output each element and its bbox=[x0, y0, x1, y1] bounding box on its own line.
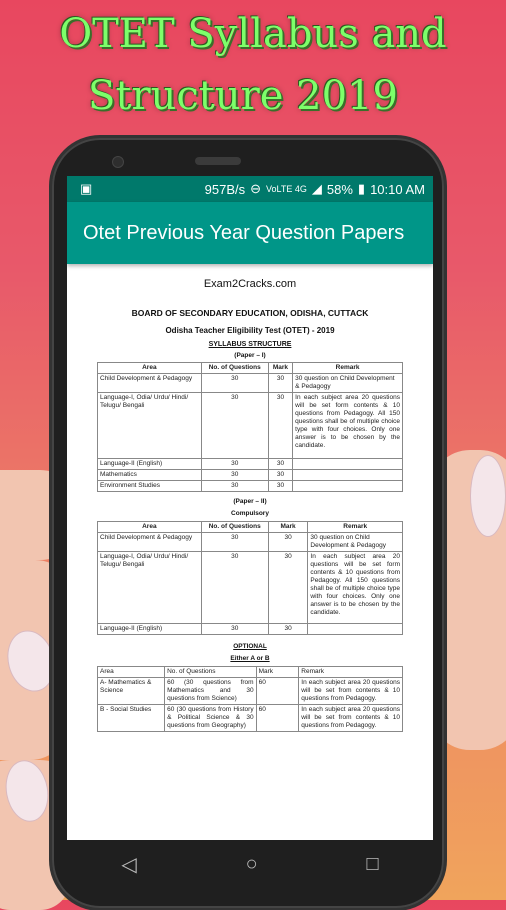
cell: Language-I, Odia/ Urdu/ Hindi/ Telugu/ Bengali bbox=[98, 552, 202, 624]
cell: Language-II (English) bbox=[98, 459, 202, 470]
col-mark: Mark bbox=[268, 363, 292, 374]
cell: 30 bbox=[268, 470, 292, 481]
image-notification-icon: ▣ bbox=[80, 181, 93, 196]
cell: 30 bbox=[268, 552, 308, 624]
front-camera bbox=[112, 156, 124, 168]
table-row bbox=[98, 624, 403, 635]
back-button[interactable]: ◁ bbox=[121, 853, 137, 876]
cell: In each subject area 20 questions will be set form contents & 10 questions from Pedagogy. All 150 questions shall be of multiple choice type with four choices. Only one answer is to be chosen by the candidate. bbox=[293, 393, 403, 459]
table-row bbox=[98, 481, 403, 492]
network-speed: 957B/s bbox=[204, 181, 246, 197]
col-questions: No. of Questions bbox=[201, 522, 268, 533]
cell: 30 bbox=[201, 393, 268, 459]
paper2-table bbox=[97, 521, 403, 635]
table-row bbox=[98, 678, 403, 705]
signal-icon: ◢ bbox=[311, 181, 322, 196]
optional-table bbox=[97, 666, 403, 732]
table-row bbox=[98, 459, 403, 470]
structure-heading: SYLLABUS STRUCTURE bbox=[208, 341, 292, 348]
site-name: Exam2Cracks.com bbox=[203, 278, 297, 290]
cell: B - Social Studies bbox=[98, 705, 165, 732]
col-area: Area bbox=[98, 363, 202, 374]
optional-label: OPTIONAL bbox=[233, 643, 267, 650]
cell: In each subject area 20 questions will be set from contents & 10 questions from Pedagogy. bbox=[299, 678, 403, 705]
cell: 30 bbox=[201, 459, 268, 470]
app-bar bbox=[67, 202, 433, 264]
table-row bbox=[98, 552, 403, 624]
document-view[interactable] bbox=[67, 278, 433, 732]
table-row bbox=[98, 705, 403, 732]
table-row bbox=[98, 470, 403, 481]
cell bbox=[293, 470, 403, 481]
cell: 30 bbox=[201, 481, 268, 492]
battery-icon: ▮ bbox=[357, 181, 366, 196]
cell: In each subject area 20 questions will be set form contents & 10 questions from Pedagogy. All 150 questions shall be of multiple choice type with four choices. Only one answer is to be chosen by the candidate. bbox=[308, 552, 403, 624]
cell: 30 bbox=[201, 552, 268, 624]
paper2-label: (Paper – II) bbox=[233, 498, 267, 505]
dnd-icon: ⊖ bbox=[250, 181, 262, 196]
paper1-label: (Paper – I) bbox=[234, 352, 266, 359]
table-row bbox=[98, 393, 403, 459]
col-mark: Mark bbox=[268, 522, 308, 533]
cell: 30 bbox=[201, 624, 268, 635]
col-remark: Remark bbox=[308, 522, 403, 533]
cell: Language-II (English) bbox=[98, 624, 202, 635]
cell: 30 bbox=[268, 533, 308, 552]
cell: In each subject area 20 questions will be set from contents & 10 questions from Pedagogy. bbox=[299, 705, 403, 732]
paper1-table bbox=[97, 362, 403, 492]
cell bbox=[293, 481, 403, 492]
table-row bbox=[98, 533, 403, 552]
cell: 60 bbox=[256, 678, 299, 705]
app-title: Otet Previous Year Question Papers bbox=[83, 221, 405, 244]
board-name: BOARD OF SECONDARY EDUCATION, ODISHA, CUTTACK bbox=[131, 308, 369, 318]
cell: 30 bbox=[268, 459, 292, 470]
col-mark: Mark bbox=[256, 667, 299, 678]
recents-button[interactable]: □ bbox=[366, 852, 379, 875]
headline-line-2: Structure 2019 bbox=[88, 73, 398, 119]
cell: 30 question on Child Development & Pedagogy bbox=[293, 374, 403, 393]
headline-line-1: OTET Syllabus and bbox=[59, 11, 447, 57]
cell: A- Mathematics & Science bbox=[98, 678, 165, 705]
clock: 10:10 AM bbox=[370, 181, 425, 197]
paper2-sub: Compulsory bbox=[231, 510, 269, 517]
col-remark: Remark bbox=[293, 363, 403, 374]
exam-name: Odisha Teacher Eligibility Test (OTET) - 2019 bbox=[165, 326, 335, 335]
cell: 60 bbox=[256, 705, 299, 732]
cell: 30 bbox=[268, 374, 292, 393]
cell: 30 bbox=[268, 624, 308, 635]
col-questions: No. of Questions bbox=[201, 363, 268, 374]
status-bar bbox=[67, 176, 433, 202]
network-type: VoLTE 4G bbox=[266, 184, 307, 194]
col-remark: Remark bbox=[299, 667, 403, 678]
cell: 30 bbox=[201, 533, 268, 552]
col-area: Area bbox=[98, 522, 202, 533]
phone-screen bbox=[67, 176, 433, 840]
earpiece-speaker bbox=[195, 157, 241, 165]
cell: 30 bbox=[201, 374, 268, 393]
cell: Environment Studies bbox=[98, 481, 202, 492]
table-row bbox=[98, 374, 403, 393]
cell: Child Development & Pedagogy bbox=[98, 374, 202, 393]
cell: 60 (30 questions from History & Political Science & 30 questions from Geography) bbox=[165, 705, 257, 732]
cell: 30 question on Child Development & Pedagogy bbox=[308, 533, 403, 552]
cell: Language-I, Odia/ Urdu/ Hindi/ Telugu/ Bengali bbox=[98, 393, 202, 459]
cell: 60 (30 questions from Mathematics and 30 questions from Science) bbox=[165, 678, 257, 705]
battery-percent: 58% bbox=[326, 181, 353, 197]
optional-sub: Either A or B bbox=[230, 655, 270, 662]
cell bbox=[293, 459, 403, 470]
cell: 30 bbox=[268, 393, 292, 459]
home-button[interactable]: ○ bbox=[245, 852, 258, 875]
cell: 30 bbox=[268, 481, 292, 492]
cell: Mathematics bbox=[98, 470, 202, 481]
col-questions: No. of Questions bbox=[165, 667, 257, 678]
cell: Child Development & Pedagogy bbox=[98, 533, 202, 552]
system-nav-bar bbox=[67, 840, 433, 888]
col-area: Area bbox=[98, 667, 165, 678]
cell: 30 bbox=[201, 470, 268, 481]
cell bbox=[308, 624, 403, 635]
